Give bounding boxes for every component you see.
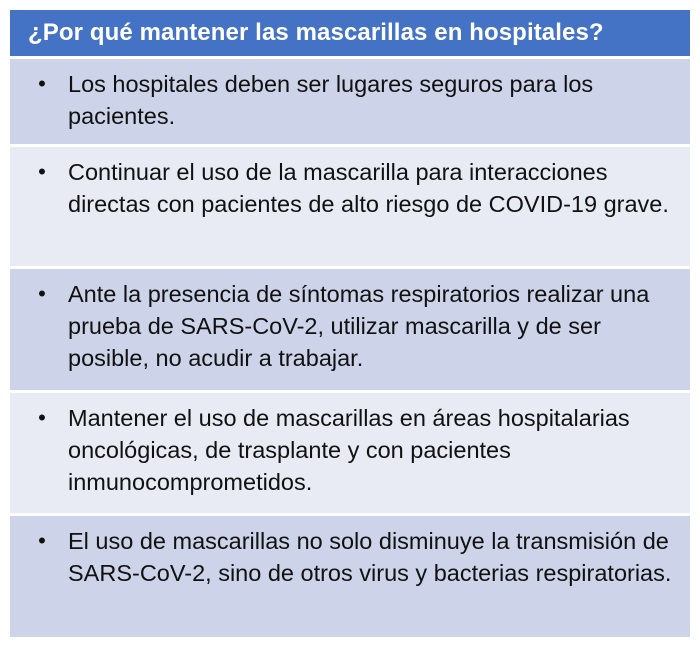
list-item — [10, 390, 690, 513]
bullet-icon: • — [38, 281, 46, 306]
list-item — [10, 144, 690, 266]
info-table — [10, 10, 690, 637]
table-header — [10, 10, 690, 56]
list-item — [10, 513, 690, 637]
list-item — [10, 56, 690, 144]
bullet-icon: • — [38, 528, 46, 553]
bullet-icon: • — [38, 71, 46, 96]
list-item-text: Los hospitales deben ser lugares seguros para los pacientes. — [68, 71, 594, 129]
list-item-text: Mantener el uso de mascarillas en áreas hospitalarias oncológicas, de trasplante y con pacientes inmunocomprometidos. — [68, 405, 630, 495]
list-item-text: Continuar el uso de la mascarilla para interacciones directas con pacientes de alto riesgo de COVID-19 grave. — [68, 159, 669, 217]
table-title: ¿Por qué mantener las mascarillas en hospitales? — [28, 19, 604, 46]
list-item-text: El uso de mascarillas no solo disminuye la transmisión de SARS-CoV-2, sino de otros virus y bacterias respiratorias. — [68, 528, 672, 586]
list-item-text: Ante la presencia de síntomas respiratorios realizar una prueba de SARS-CoV-2, utilizar mascarilla y de ser posible, no acudir a trabajar. — [68, 281, 650, 371]
list-item — [10, 266, 690, 390]
bullet-icon: • — [38, 405, 46, 430]
bullet-icon: • — [38, 159, 46, 184]
